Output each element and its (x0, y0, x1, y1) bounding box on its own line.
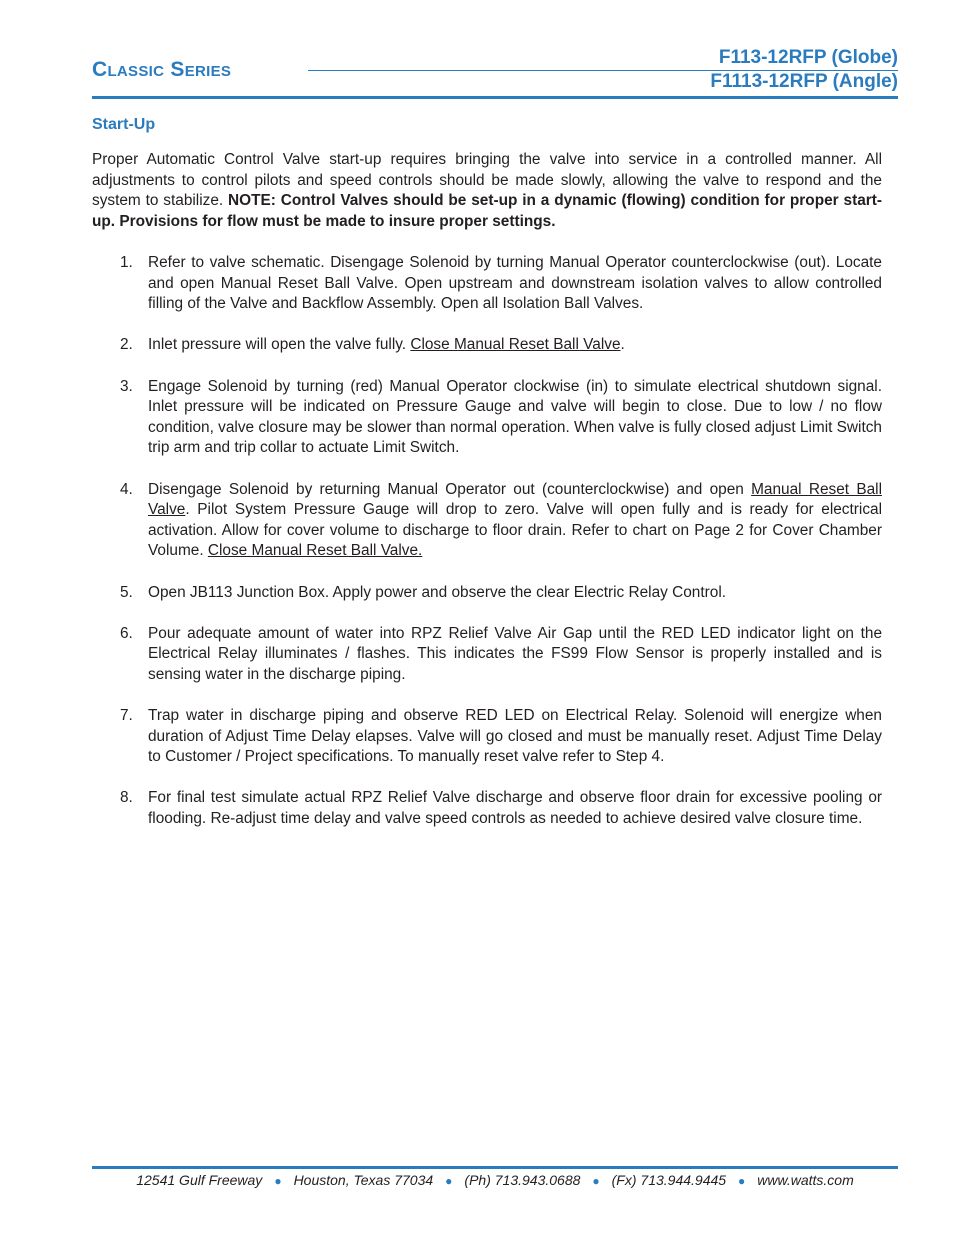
step-text-middle: . Pilot System Pressure Gauge will drop to zero. Valve will open fully and is ready for electrical activation. Allow for cover volume to discharge to floor drain. Refer to chart on Page 2 for Cover Chamber Volume. (148, 501, 882, 560)
model-globe: F113-12RFP (Globe) (718, 47, 898, 68)
bullet-icon: ● (445, 1174, 453, 1188)
footer-phone: (Ph) 713.943.0688 (464, 1172, 581, 1188)
step-6 (92, 624, 882, 686)
step-text: Open JB113 Junction Box. Apply power and observe the clear Electric Relay Control. (148, 583, 727, 601)
step-number: 7. (120, 707, 133, 725)
step-text: Pour adequate amount of water into RPZ Relief Valve Air Gap until the RED LED indicator light on the Electrical Relay illuminates / flashes. This indicates the FS99 Flow Sensor is properly installed and is sensing water in the discharge piping. (148, 624, 882, 683)
model-angle: F1113-12RFP (Angle) (710, 71, 898, 92)
series-title: Classic Series (92, 58, 232, 81)
step-text: Engage Solenoid by turning (red) Manual Operator clockwise (in) to simulate electrical shutdown signal. Inlet pressure will be indicated on Pressure Gauge and valve will begin to close. Due to low / no flow condition, valve closure may be slower than normal operation. When valve is fully closed adjust Limit Switch trip arm and trip collar to actuate Limit Switch. (148, 377, 882, 457)
step-3 (92, 377, 882, 459)
intro-text: Proper Automatic Control Valve start-up requires bringing the valve into service in a controlled manner. All adjustments to control pilots and speed controls should be made slowly, allowing the valve to respond and the system to stabilize. (92, 151, 882, 210)
step-4 (92, 480, 882, 562)
step-text: For final test simulate actual RPZ Relief Valve discharge and observe floor drain for excessive pooling or flooding. Re-adjust time delay and valve speed controls as needed to achieve desired valve closure time. (148, 789, 882, 828)
footer-address: 12541 Gulf Freeway (136, 1172, 263, 1188)
bullet-icon: ● (738, 1174, 746, 1188)
step-8 (92, 788, 882, 829)
intro-note: NOTE: Control Valves should be set-up in a dynamic (flowing) condition for proper start-up. Provisions for flow must be made to insure proper settings. (92, 192, 882, 230)
bullet-icon: ● (274, 1174, 282, 1188)
model-numbers (710, 46, 898, 94)
bullet-icon: ● (592, 1174, 600, 1188)
step-text: Trap water in discharge piping and observe RED LED on Electrical Relay. Solenoid will energize when duration of Adjust Time Delay elapses. Valve will go closed and must be manually reset. Adjust Time Delay to Customer / Project specifications. To manually reset valve refer to Step 4. (148, 707, 882, 766)
intro-paragraph (92, 150, 882, 232)
step-number: 2. (120, 336, 133, 354)
step-7 (92, 706, 882, 768)
step-text-end: . (620, 336, 625, 354)
startup-steps (92, 253, 882, 850)
header-rule (92, 96, 898, 99)
footer-website: www.watts.com (757, 1172, 854, 1188)
section-heading: Start-Up (92, 116, 156, 133)
step-number: 6. (120, 624, 133, 642)
step-underlined-text: Close Manual Reset Ball Valve (410, 336, 621, 354)
footer-contact (92, 1172, 898, 1188)
footer-rule (92, 1166, 898, 1169)
step-number: 5. (120, 583, 133, 601)
step-number: 3. (120, 377, 133, 395)
step-text: Disengage Solenoid by returning Manual Operator out (counterclockwise) and open (148, 480, 752, 498)
step-number: 4. (120, 480, 133, 498)
step-2 (92, 335, 882, 356)
step-underlined-text: Manual Reset Ball Valve (148, 480, 882, 519)
step-1 (92, 253, 882, 315)
step-underlined-text-end: Close Manual Reset Ball Valve. (207, 542, 423, 560)
footer-city: Houston, Texas 77034 (293, 1172, 434, 1188)
step-text: Inlet pressure will open the valve fully. (148, 336, 411, 354)
step-number: 8. (120, 789, 133, 807)
step-number: 1. (120, 254, 133, 271)
footer-fax: (Fx) 713.944.9445 (611, 1172, 727, 1188)
step-text: Refer to valve schematic. Disengage Solenoid by turning Manual Operator counterclockwise (out). Locate and open Manual Reset Ball Valve. Open upstream and downstream isolation valves to allow controlled filling of the Valve and Backflow Assembly. Open all Isolation Ball Valves. (148, 254, 882, 313)
step-5 (92, 583, 882, 604)
